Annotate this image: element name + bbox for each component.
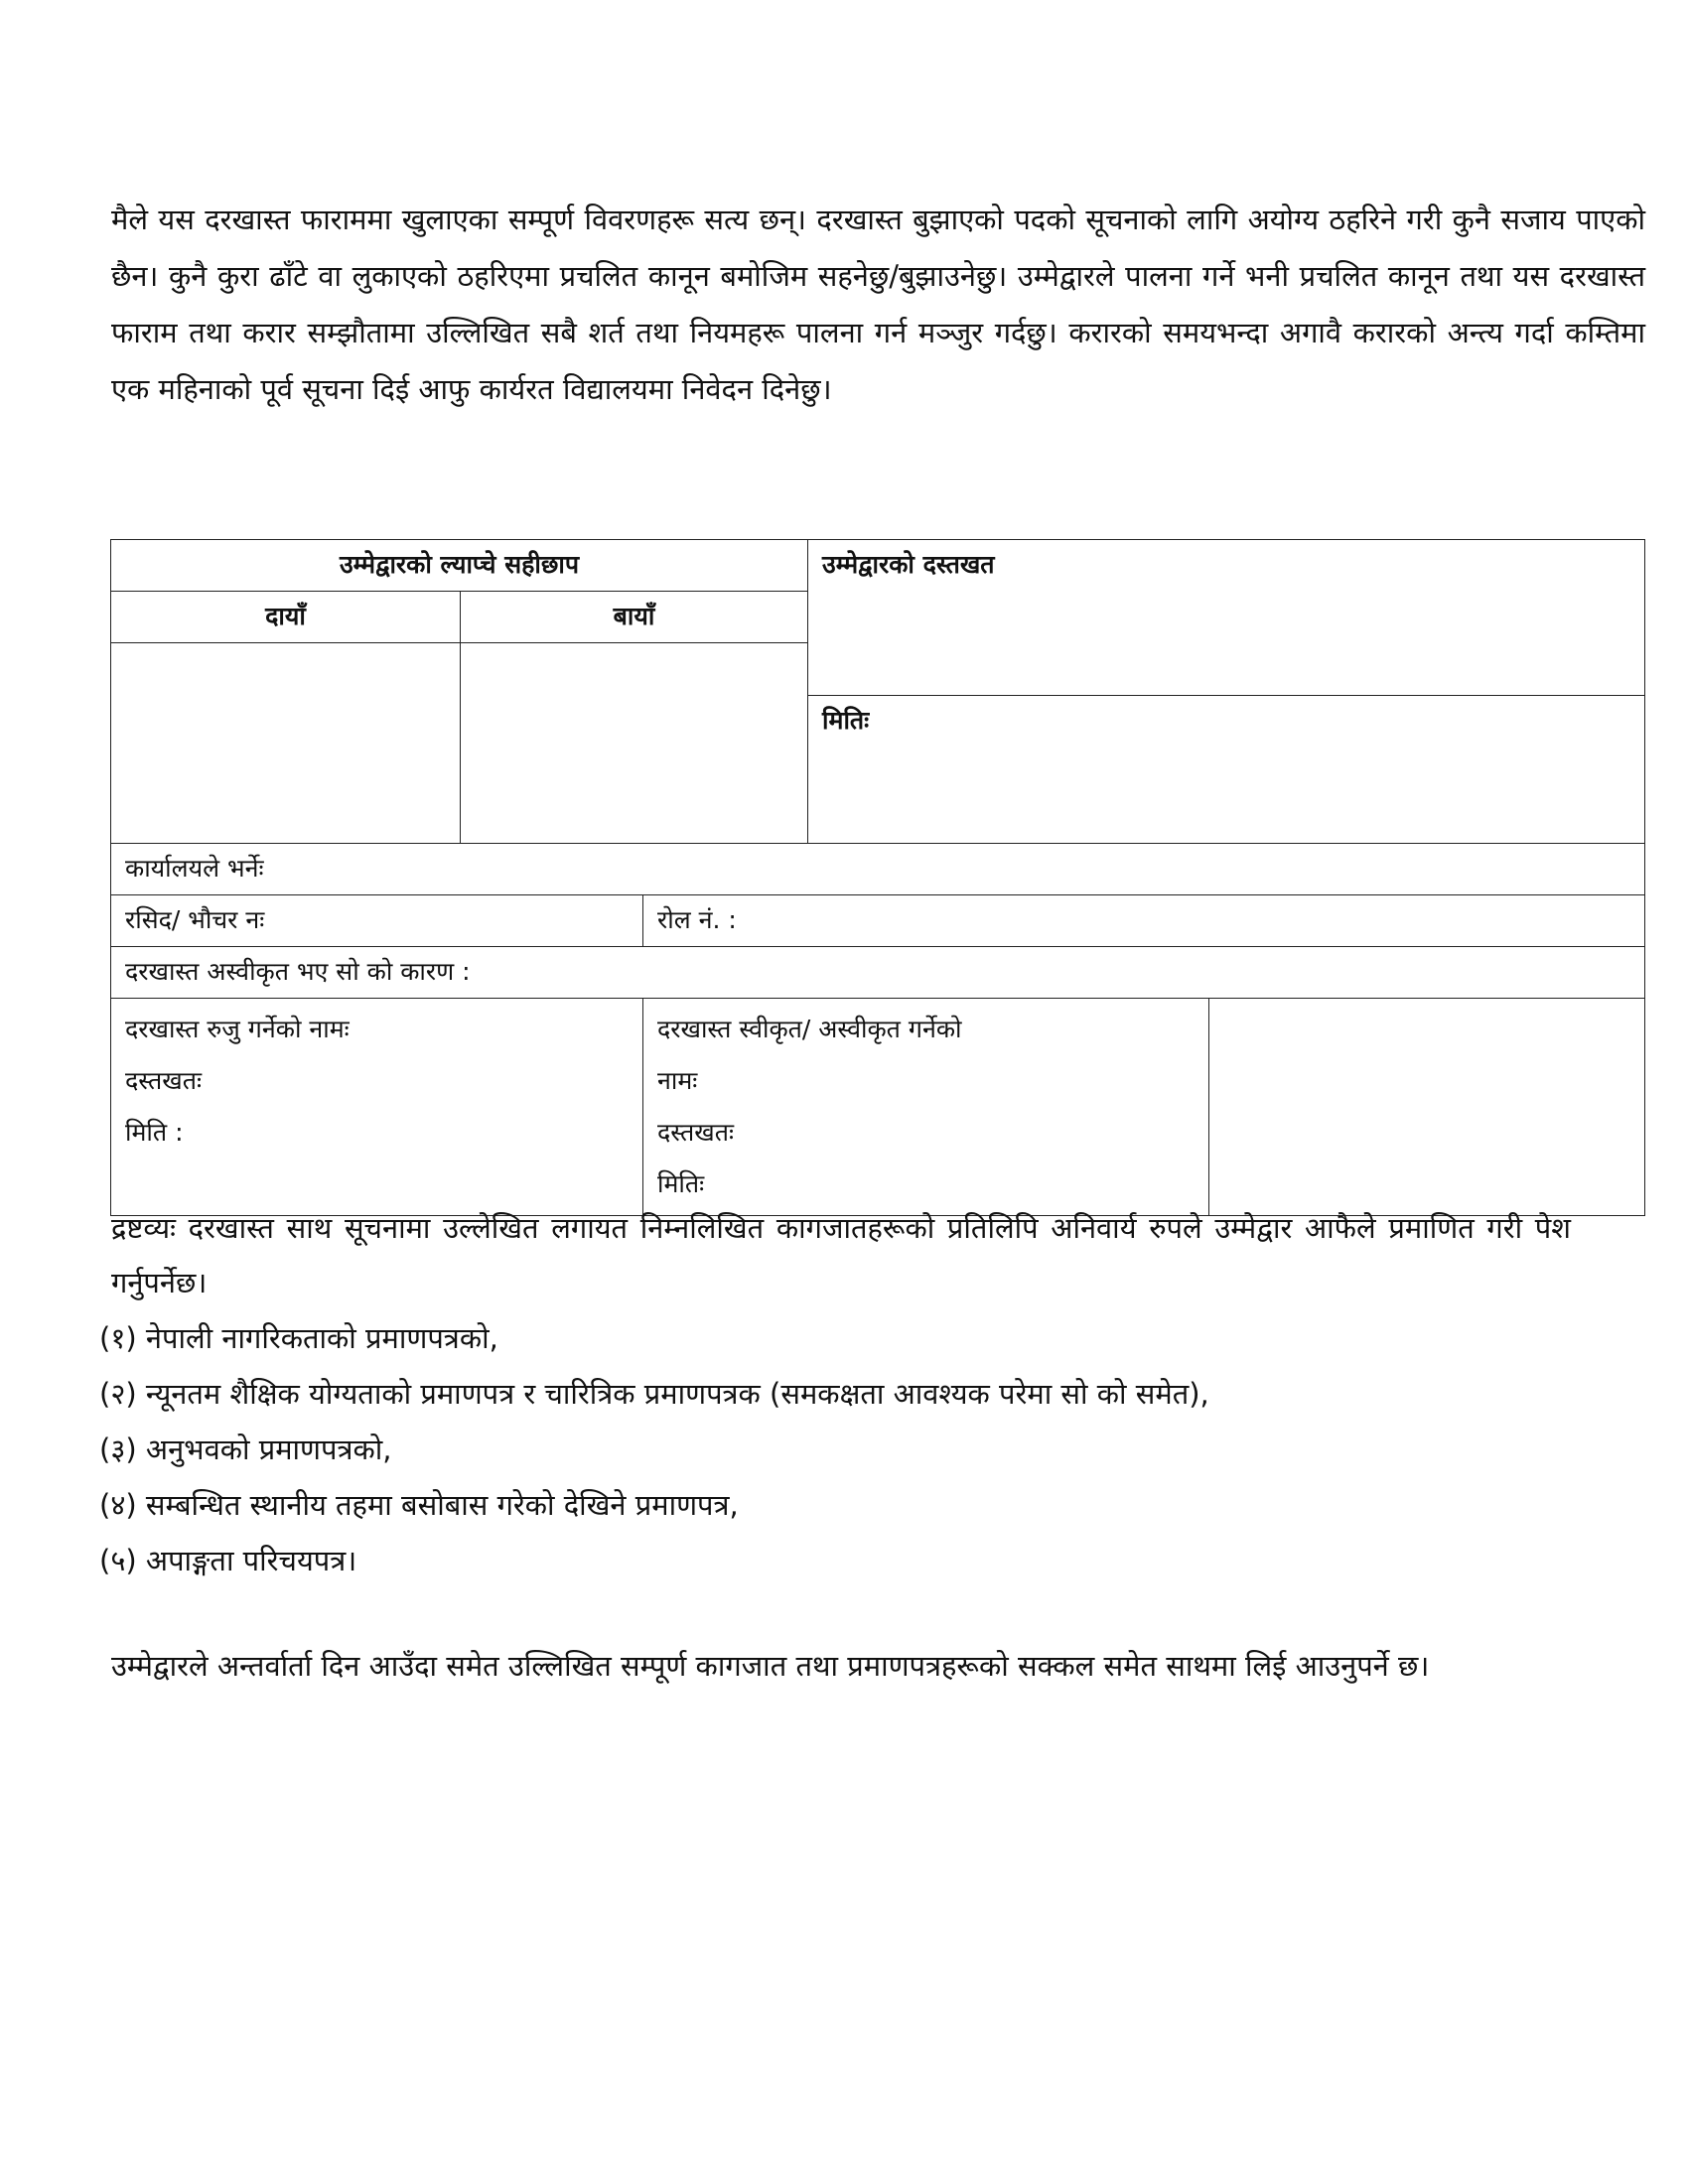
list-item: (५) अपाङ्गता परिचयपत्र। (99, 1544, 357, 1577)
verifier-date-label: मिति : (125, 1118, 184, 1147)
note-paragraph: द्रष्टव्यः दरखास्त साथ सूचनामा उल्लेखित लगायत निम्नलिखित कागजातहरूको प्रतिलिपि अनिवार्य रुपले उम्मेद्वार आफैले प्रमाणित गरी पेश गर्नुपर्नेछ। (111, 1211, 1571, 1299)
required-documents-list (99, 1310, 1209, 1588)
date-box[interactable]: मितिः (808, 696, 1645, 844)
left-thumb-box[interactable] (461, 643, 808, 844)
application-form-table (110, 539, 1645, 1216)
office-use-row: कार्यालयले भर्नेः (111, 844, 1645, 895)
approver-name-label: नामः (657, 1066, 698, 1095)
verifier-name-label: दरखास्त रुजु गर्नेको नामः (125, 1015, 350, 1043)
right-thumb-label: दायाँ (111, 592, 461, 643)
list-item: (२) न्यूनतम शैक्षिक योग्यताको प्रमाणपत्र र चारित्रिक प्रमाणपत्रक (समकक्षता आवश्यक परेमा सो को समेत), (99, 1377, 1209, 1411)
declaration-paragraph: मैले यस दरखास्त फाराममा खुलाएका सम्पूर्ण विवरणहरू सत्य छन्। दरखास्त बुझाएको पदको सूचनाको लागि अयोग्य ठहरिने गरी कुनै सजाय पाएको छैन। कुनै कुरा ढाँटे वा लुकाएको ठहरिएमा प्रचलित कानून बमोजिम सहनेछु/बुझाउनेछु। उम्मेद्वारले पालना गर्ने भनी प्रचलित कानून तथा यस दरखास्त फाराम तथा करार सम्झौतामा उल्लिखित सबै शर्त तथा नियमहरू पालना गर्न मञ्जुर गर्दछु। करारको समयभन्दा अगावै करारको अन्त्य गर्दा कम्तिमा एक महिनाको पूर्व सूचना दिई आफु कार्यरत विद्यालयमा निवेदन दिनेछु। (111, 203, 1645, 406)
roll-number-field[interactable]: रोल नं. : (643, 895, 1645, 947)
approver-signature-label: दस्तखतः (657, 1118, 735, 1147)
approver-box[interactable] (643, 999, 1209, 1216)
approver-date-label: मितिः (657, 1169, 705, 1198)
list-item: (१) नेपाली नागरिकताको प्रमाणपत्रको, (99, 1321, 498, 1355)
verifier-box[interactable] (111, 999, 643, 1216)
right-thumb-box[interactable] (111, 643, 461, 844)
blank-box (1209, 999, 1645, 1216)
closing-paragraph: उम्मेद्वारले अन्तर्वार्ता दिन आउँदा समेत उल्लिखित सम्पूर्ण कागजात तथा प्रमाणपत्रहरूको सक्कल समेत साथमा लिई आउनुपर्ने छ। (111, 1649, 1430, 1683)
left-thumb-label: बायाँ (461, 592, 808, 643)
rejection-reason-field[interactable]: दरखास्त अस्वीकृत भए सो को कारण : (111, 947, 1645, 999)
signature-box[interactable]: उम्मेद्वारको दस्तखत (808, 540, 1645, 696)
verifier-signature-label: दस्तखतः (125, 1066, 203, 1095)
list-item: (४) सम्बन्धित स्थानीय तहमा बसोबास गरेको देखिने प्रमाणपत्र, (99, 1488, 739, 1522)
thumbprint-header: उम्मेद्वारको ल्याप्चे सहीछाप (111, 540, 808, 592)
receipt-field[interactable]: रसिद/ भौचर नः (111, 895, 643, 947)
list-item: (३) अनुभवको प्रमाणपत्रको, (99, 1433, 392, 1466)
approver-title-label: दरखास्त स्वीकृत/ अस्वीकृत गर्नेको (657, 1015, 962, 1043)
